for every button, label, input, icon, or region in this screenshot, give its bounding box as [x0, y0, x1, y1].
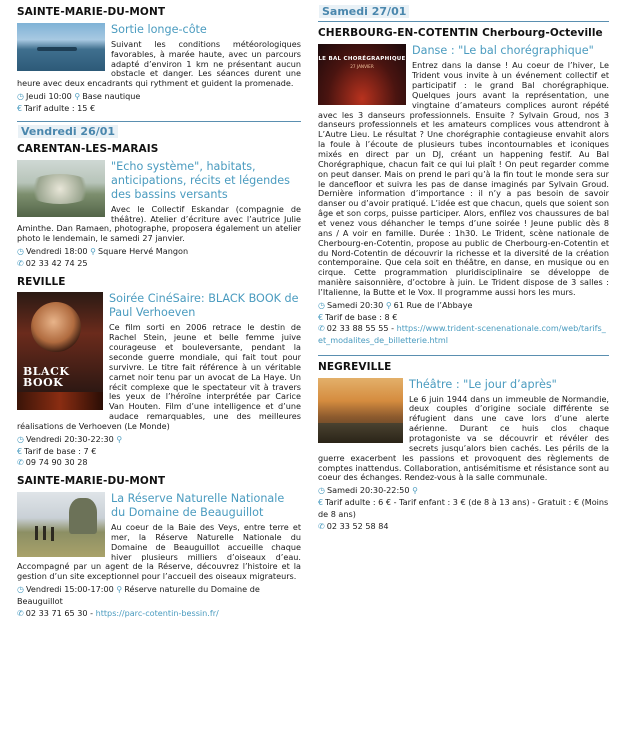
euro-icon: € [318, 498, 324, 508]
event-title[interactable]: Sortie longe-côte [111, 22, 207, 36]
event-where: Réserve naturelle du Domaine de Beauguillot [17, 584, 260, 606]
event-image-poster[interactable] [17, 292, 103, 410]
section-negreville [318, 355, 609, 532]
event-when: Jeudi 10:00 [25, 91, 72, 102]
euro-icon: € [318, 312, 324, 322]
event-when: Samedi 20:30 [326, 299, 384, 310]
event-meta: ◷ Samedi 20:30 ⚲ 61 Rue de l’Abbaye € Tarif de base : 8 € ✆ 02 33 88 55 55 - https://www.trident-scenenationale.com/web/tarifs_et_modalites_de_billetterie.html [318, 299, 606, 346]
date-heading-vendredi: Vendredi 26/01 [17, 121, 301, 141]
event-description: Entrez dans la danse ! Au coeur de l’hiver, Le Trident vous invite à un événement collectif et participatif : le grand Bal chorégraphique. Quelques jours avant la représentation, une vingtaine d’amateurs complices auront répété avec les 3 danseurs professionnels. Ensuite ? Sylvain Groud, nos 3 danseurs professionnels et les amateurs complices vous attendront à L’Autre Lieu. Le résultat ? Une chorégraphie contagieuse envahit alors la foule à l’écoute de plusieurs tubes incontournables et iconiques mixés en direct par un DJ, créant un happening festif. Au Bal Chorégraphique, chacun fait ce qui lui plaît ! On peut regarder comme on peut danser. Mais on prend le pari qu’à la fin tout le monde sera sur le dancefloor et suivra les pas de danse imaginés par Sylvain Groud. Dernière information d’importance : il n’y a pas besoin de savoir danser ou d’avoir pratiqué. L’idée est que chacun, quels que soient son âge et son corps, puisse participer. Alors, enfilez vos chaussures de bal et venez vous déhancher le temps d’une soirée ! Jeune public dès 8 ans / A voir en famille. Durée : 1h30. Le Trident, scène nationale de Cherbourg-en-Cotentin, propose au public de Cherbourg-en-Cotentin et du Nord-Cotentin de découvrir la richesse et la diversité de la création contemporaine. Que cela soit en théâtre, en danse, en musique ou en cirque. Cette programmation pluridisciplinaire se développe de manière saisonnière, d’octobre à juin. Le Trident dispose de 3 salles : l’Italienne, la Butte et le Vox. Il programme aussi hors les murs. [318, 60, 609, 297]
event-description: Le 6 juin 1944 dans un immeuble de Normandie, deux couples d’origine sociale différente se réfugient dans une cave lors d’une alerte aérienne. Durant ce huis clos chaque protagoniste va se découvrir et révéler des secrets jusqu’alors bien cachés. Les périls de la guerre exacerbent les passions et provoquent des règlements de comptes inattendus. Collaboration, antisémitisme et résistance sont au coeur des échanges. Rendez-vous à la salle communale. [318, 393, 609, 483]
left-column [17, 0, 301, 619]
euro-icon: € [17, 103, 23, 113]
event-link[interactable]: https://parc-cotentin-bessin.fr/ [95, 607, 219, 618]
event-where: Base nautique [82, 91, 141, 102]
event-price: Tarif de base : 8 € [325, 311, 398, 322]
event-price: Tarif adulte : 6 € - Tarif enfant : 3 € (de 8 à 13 ans) - Gratuit : € (Moins de 8 ans) [318, 497, 609, 519]
clock-icon: ◷ [318, 486, 325, 496]
date-heading-samedi: Samedi 27/01 [318, 0, 609, 21]
event-description: Avec le Collectif Eskandar (compagnie de théâtre). Atelier d’écriture avec l’autrice Julie Aminthe. Dan Ramaen, photographe, proposera également un atelier photo le lendemain, le samedi 27 janvier. [17, 203, 301, 244]
clock-icon: ◷ [17, 92, 24, 102]
poster-band [17, 392, 103, 410]
event-phone[interactable]: 02 33 88 55 55 [326, 323, 389, 334]
event-when: Vendredi 15:00-17:00 [25, 584, 114, 595]
town-heading: NEGREVILLE [318, 360, 392, 373]
clock-icon: ◷ [17, 434, 24, 444]
town-heading: SAINTE-MARIE-DU-MONT [17, 6, 166, 18]
event-reserve-naturelle [17, 492, 301, 619]
euro-icon: € [17, 446, 23, 456]
event-title[interactable]: La Réserve Naturelle Nationale du Domaine de Beauguillot [111, 491, 285, 519]
section-sainte-marie-2 [17, 473, 301, 619]
map-pin-icon: ⚲ [385, 300, 392, 310]
event-description: Ce film sorti en 2006 retrace le destin de Rachel Stein, jeune et belle femme juive courageuse et bouleversante, pendant la seconde guerre mondiale, qui fait tout pour survivre. Le titre fait référence à un véritable carnet noir tenu par un avocat de La Haye. Un récit complexe que le spectateur vit à travers les yeux de l’héroïne interprétée par Carice Van Houten. Film d’une intelligence et d’une audace remarquables, une des meilleures réalisations de Verhoeven (Le Monde) [17, 322, 301, 432]
event-title[interactable]: Théâtre : "Le jour d’après" [409, 377, 557, 391]
event-black-book [17, 292, 301, 469]
event-meta [17, 246, 301, 269]
town-heading: SAINTE-MARIE-DU-MONT [17, 475, 166, 488]
phone-icon: ✆ [17, 458, 24, 468]
event-phone[interactable]: 02 33 52 58 84 [326, 520, 389, 531]
map-pin-icon: ⚲ [116, 434, 123, 444]
phone-icon: ✆ [17, 608, 24, 618]
event-description: Suivant les conditions météorologiques favorables, à marée haute, avec un parcours adapté d’environ 1 km ne présentant aucun obstacle et danger. Les séances durent une heure avec deux encadrants qui rythment et guident la promenade. [17, 38, 301, 89]
poster-face [31, 302, 81, 352]
event-image-field[interactable] [17, 492, 105, 557]
event-where: Square Hervé Mangon [98, 246, 189, 257]
map-pin-icon: ⚲ [412, 486, 418, 496]
event-title[interactable]: Danse : "Le bal chorégraphique" [412, 44, 594, 58]
event-phone[interactable]: 09 74 90 30 28 [25, 457, 88, 468]
map-pin-icon: ⚲ [90, 247, 96, 257]
event-echo-systeme [17, 160, 301, 270]
clock-icon: ◷ [17, 247, 24, 257]
clock-icon: ◷ [318, 300, 325, 310]
event-image-sea[interactable] [17, 23, 105, 71]
map-pin-icon: ⚲ [116, 585, 123, 595]
event-when: Vendredi 20:30-22:30 [25, 433, 114, 444]
clock-icon: ◷ [17, 585, 24, 595]
event-title[interactable]: "Echo système", habitats, anticipations, récits et légendes des bassins versants [111, 159, 290, 201]
event-meta: ◷ Vendredi 15:00-17:00 ⚲ Réserve naturelle du Domaine de Beauguillot ✆ 02 33 71 65 30 - https://parc-cotentin-bessin.fr/ [17, 584, 260, 618]
event-description: Au coeur de la Baie des Veys, entre terre et mer, la Réserve Naturelle Nationale du Domaine de Beauguillot accueille chaque hiver plusieurs milliers d’oiseaux d’eau. Accompagné par un agent de la Réserve, découvrez l’histoire et la gestion d’un site exceptionnel pour l’accueil des oiseaux migrateurs. [17, 521, 301, 582]
town-heading: REVILLE [17, 275, 66, 288]
event-jour-apres [318, 378, 609, 533]
town-subheading: Cherbourg-Octeville [482, 27, 603, 40]
event-link[interactable]: https://www.trident-scenenationale.com/web/tarifs_et_modalites_de_billetterie.html [318, 323, 606, 346]
section-carentan [17, 141, 301, 270]
map-pin-icon: ⚲ [74, 92, 81, 102]
event-bal-choregraphique [318, 44, 609, 347]
event-meta [17, 91, 301, 114]
event-image-dance[interactable] [318, 44, 406, 105]
section-cherbourg [318, 21, 609, 346]
town-heading: CHERBOURG-EN-COTENTIN Cherbourg-Octeville [318, 27, 603, 40]
poster-title: LE BAL CHORÉGRAPHIQUE [318, 56, 406, 63]
event-price: Tarif adulte : 15 € [24, 102, 96, 113]
event-price: Tarif de base : 7 € [24, 445, 97, 456]
event-when: Vendredi 18:00 [25, 246, 88, 257]
event-meta [17, 434, 301, 469]
phone-icon: ✆ [318, 521, 325, 531]
event-phone[interactable]: 02 33 42 74 25 [25, 257, 88, 268]
poster-title: BLACK BOOK [23, 365, 70, 390]
event-where: 61 Rue de l’Abbaye [393, 299, 473, 310]
event-title[interactable]: Soirée CinéSaire: BLACK BOOK de Paul Verhoeven [109, 292, 299, 320]
section-sainte-marie-1 [17, 0, 301, 115]
event-longe-cote [17, 23, 301, 115]
event-when: Samedi 20:30-22:50 [326, 485, 410, 496]
event-meta [318, 485, 609, 532]
phone-icon: ✆ [318, 324, 325, 334]
right-column [318, 0, 609, 532]
phone-icon: ✆ [17, 258, 24, 268]
event-image-marsh[interactable] [17, 160, 105, 217]
town-heading: CARENTAN-LES-MARAIS [17, 142, 159, 155]
event-phone[interactable]: 02 33 71 65 30 [25, 607, 88, 618]
event-image-sunset[interactable] [318, 378, 403, 443]
section-reville [17, 274, 301, 469]
poster-date: 27 JANVIER [350, 63, 374, 69]
